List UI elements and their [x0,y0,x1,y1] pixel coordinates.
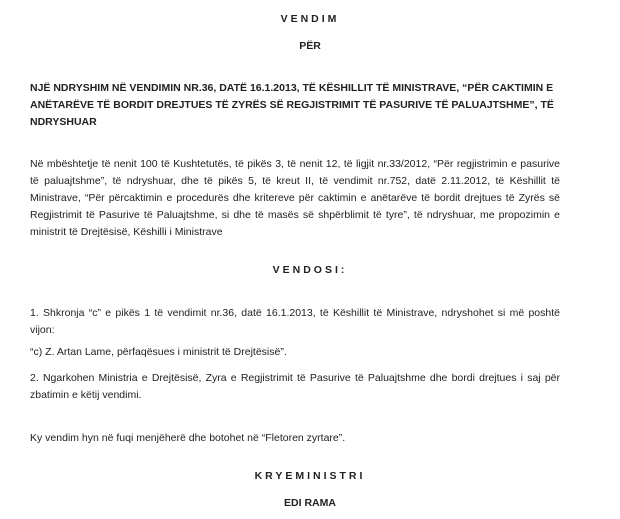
decision-item-1c: “c) Z. Artan Lame, përfaqësues i ministrit të Drejtësisë”. [30,346,287,358]
preamble-paragraph: Në mbështetje të nenit 100 të Kushtetutës, të pikës 3, të nenit 12, të ligjit nr.33/2012, “Për regjistrimin e pasurive të paluajtshme”, të ndryshuar, dhe të pikës 5, të kreut II, të vendimit nr.752, datë 2.11.2012, të Këshillit të Ministrave, “Për përcaktimin e procedurës dhe kritereve për caktimin e anëtarëve të bordit drejtues të Zyrës së Regjistrimit të Pasurive të Paluajtshme, si dhe të masës së shpërblimit të tyre”, të ndryshuar, me propozimin e ministrit të Drejtësisë, Këshilli i Ministrave [30,158,560,238]
decision-heading: VENDOSI: [272,264,348,276]
document-subtitle: PËR [299,40,321,52]
signature-role: KRYEMINISTRI [254,470,366,482]
decision-item-1: 1. Shkronja “c” e pikës 1 të vendimit nr.36, datë 16.1.2013, të Këshillit të Ministrave, ndryshohet si më poshtë vijon: [30,307,560,336]
document-heading: NJË NDRYSHIM NË VENDIMIN NR.36, DATË 16.1.2013, TË KËSHILLIT TË MINISTRAVE, “PËR CAKTIMIN E ANËTARËVE TË BORDIT DREJTUES TË ZYRËS SË REGJISTRIMIT TË PASURIVE TË PALUAJTSHME”, TË NDRYSHUAR [30,82,554,128]
closing-statement: Ky vendim hyn në fuqi menjëherë dhe botohet në “Fletoren zyrtare”. [30,432,346,444]
document-title: VENDIM [280,13,340,25]
decision-item-2: 2. Ngarkohen Ministria e Drejtësisë, Zyra e Regjistrimit të Pasurive të Paluajtshme dhe bordi drejtues i saj për zbatimin e këtij vendimi. [30,372,560,401]
signature-name: EDI RAMA [284,497,336,509]
